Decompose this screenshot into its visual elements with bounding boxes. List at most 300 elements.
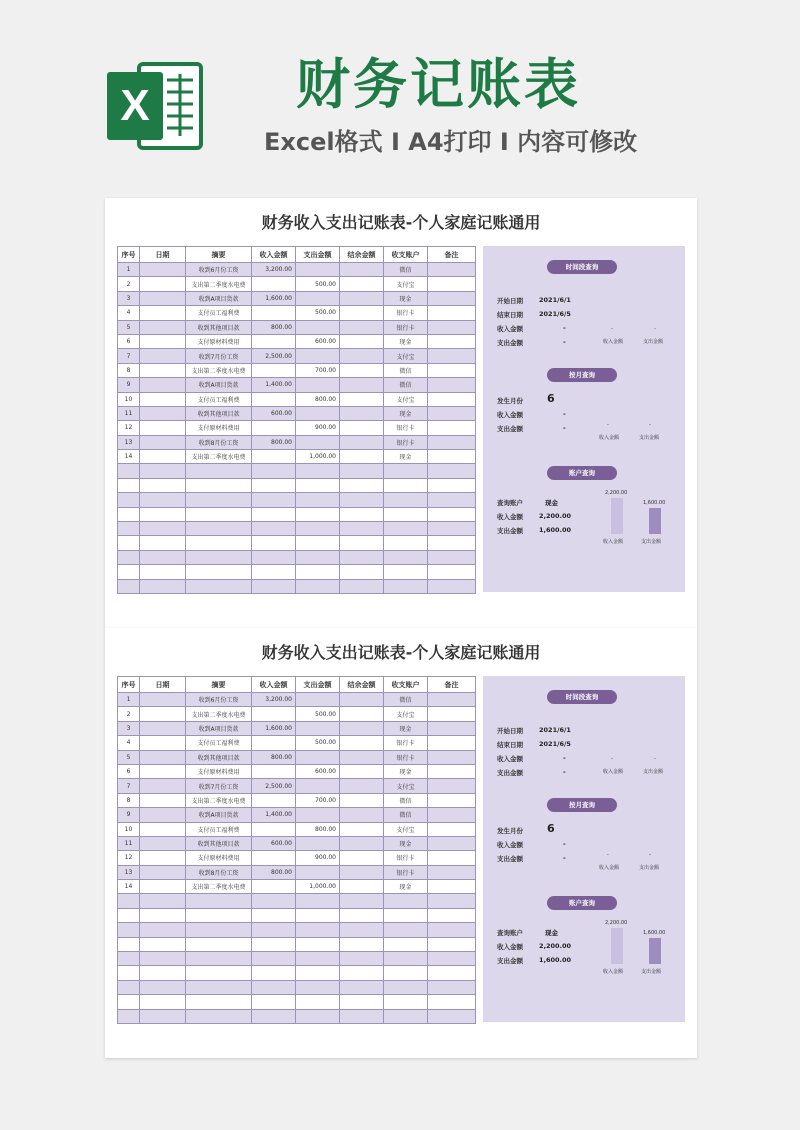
table-cell[interactable] [296, 522, 340, 536]
table-cell[interactable]: 600.00 [252, 406, 296, 420]
table-cell[interactable] [384, 1009, 428, 1023]
table-cell[interactable] [118, 980, 140, 994]
table-cell[interactable] [340, 836, 384, 850]
table-cell[interactable] [340, 493, 384, 507]
table-cell[interactable]: 现金 [384, 334, 428, 348]
table-cell[interactable]: 支付原材料费用 [186, 421, 252, 435]
table-cell[interactable] [296, 507, 340, 521]
table-cell[interactable]: 现金 [384, 291, 428, 305]
table-cell[interactable]: 6 [118, 764, 140, 778]
table-cell[interactable] [252, 1009, 296, 1023]
table-cell[interactable]: 银行卡 [384, 306, 428, 320]
table-cell[interactable] [186, 536, 252, 550]
table-cell[interactable]: 10 [118, 822, 140, 836]
table-cell[interactable]: 收到A项目货款 [186, 291, 252, 305]
table-cell[interactable]: 支付原材料费用 [186, 334, 252, 348]
table-cell[interactable] [296, 406, 340, 420]
table-cell[interactable]: 支付宝 [384, 349, 428, 363]
table-cell[interactable]: 支付宝 [384, 707, 428, 721]
table-cell[interactable] [252, 894, 296, 908]
table-cell[interactable] [140, 363, 186, 377]
table-cell[interactable] [428, 1009, 476, 1023]
table-cell[interactable] [296, 995, 340, 1009]
table-cell[interactable] [118, 966, 140, 980]
table-cell[interactable]: 5 [118, 320, 140, 334]
table-cell[interactable]: 600.00 [296, 764, 340, 778]
table-cell[interactable] [186, 478, 252, 492]
table-cell[interactable] [186, 507, 252, 521]
table-cell[interactable] [252, 908, 296, 922]
table-cell[interactable]: 3,200.00 [252, 263, 296, 277]
table-cell[interactable]: 1 [118, 693, 140, 707]
table-cell[interactable]: 收到其他项目款 [186, 406, 252, 420]
table-cell[interactable] [340, 435, 384, 449]
table-cell[interactable] [296, 536, 340, 550]
table-cell[interactable] [140, 908, 186, 922]
table-cell[interactable] [186, 952, 252, 966]
table-cell[interactable]: 银行卡 [384, 865, 428, 879]
table-cell[interactable]: 12 [118, 851, 140, 865]
table-cell[interactable] [118, 894, 140, 908]
table-cell[interactable] [140, 736, 186, 750]
table-cell[interactable] [340, 779, 384, 793]
table-cell[interactable] [340, 693, 384, 707]
table-cell[interactable]: 8 [118, 363, 140, 377]
table-cell[interactable] [296, 721, 340, 735]
table-cell[interactable] [428, 406, 476, 420]
table-cell[interactable] [428, 435, 476, 449]
table-cell[interactable]: 3 [118, 291, 140, 305]
table-cell[interactable] [428, 334, 476, 348]
table-cell[interactable]: 微信 [384, 793, 428, 807]
table-cell[interactable]: 11 [118, 406, 140, 420]
table-cell[interactable]: 银行卡 [384, 435, 428, 449]
table-cell[interactable]: 700.00 [296, 793, 340, 807]
table-cell[interactable] [140, 836, 186, 850]
table-cell[interactable] [252, 507, 296, 521]
table-cell[interactable] [118, 995, 140, 1009]
table-cell[interactable]: 14 [118, 880, 140, 894]
table-cell[interactable] [140, 550, 186, 564]
table-cell[interactable] [140, 421, 186, 435]
table-cell[interactable] [428, 923, 476, 937]
table-cell[interactable]: 支出第二季度水电费 [186, 277, 252, 291]
table-cell[interactable] [384, 923, 428, 937]
table-cell[interactable] [428, 851, 476, 865]
table-cell[interactable]: 支出第二季度水电费 [186, 707, 252, 721]
table-cell[interactable] [252, 277, 296, 291]
table-cell[interactable] [340, 507, 384, 521]
table-cell[interactable] [140, 764, 186, 778]
table-cell[interactable] [118, 952, 140, 966]
table-cell[interactable] [140, 966, 186, 980]
table-cell[interactable] [296, 693, 340, 707]
table-cell[interactable] [252, 536, 296, 550]
table-cell[interactable] [340, 995, 384, 1009]
table-cell[interactable] [340, 522, 384, 536]
table-cell[interactable] [118, 1009, 140, 1023]
table-cell[interactable] [296, 894, 340, 908]
table-cell[interactable] [296, 1009, 340, 1023]
table-cell[interactable] [428, 263, 476, 277]
table-cell[interactable]: 800.00 [252, 320, 296, 334]
table-cell[interactable]: 支付原材料费用 [186, 764, 252, 778]
table-cell[interactable]: 3 [118, 721, 140, 735]
table-cell[interactable]: 900.00 [296, 851, 340, 865]
table-cell[interactable] [252, 822, 296, 836]
table-cell[interactable] [384, 522, 428, 536]
table-cell[interactable]: 11 [118, 836, 140, 850]
table-cell[interactable]: 收到其他项目款 [186, 836, 252, 850]
table-cell[interactable] [340, 406, 384, 420]
table-cell[interactable] [384, 464, 428, 478]
table-cell[interactable] [252, 334, 296, 348]
table-cell[interactable] [252, 392, 296, 406]
table-cell[interactable] [140, 378, 186, 392]
table-cell[interactable] [340, 277, 384, 291]
table-cell[interactable]: 1 [118, 263, 140, 277]
table-cell[interactable] [252, 450, 296, 464]
table-cell[interactable] [428, 880, 476, 894]
table-cell[interactable]: 2,500.00 [252, 349, 296, 363]
table-cell[interactable]: 支出第二季度水电费 [186, 450, 252, 464]
table-cell[interactable] [428, 378, 476, 392]
table-cell[interactable] [428, 995, 476, 1009]
table-cell[interactable] [340, 320, 384, 334]
table-cell[interactable] [252, 493, 296, 507]
table-cell[interactable] [296, 937, 340, 951]
table-cell[interactable] [428, 764, 476, 778]
table-cell[interactable] [428, 450, 476, 464]
table-cell[interactable] [140, 952, 186, 966]
table-cell[interactable] [340, 736, 384, 750]
table-cell[interactable]: 支付员工福利费 [186, 306, 252, 320]
table-cell[interactable] [252, 923, 296, 937]
table-cell[interactable]: 2 [118, 277, 140, 291]
table-cell[interactable] [340, 793, 384, 807]
table-cell[interactable] [428, 966, 476, 980]
table-cell[interactable]: 支付员工福利费 [186, 822, 252, 836]
table-cell[interactable]: 9 [118, 378, 140, 392]
table-cell[interactable]: 800.00 [296, 822, 340, 836]
table-cell[interactable]: 800.00 [296, 392, 340, 406]
table-cell[interactable] [340, 808, 384, 822]
table-cell[interactable] [428, 937, 476, 951]
table-cell[interactable] [296, 579, 340, 593]
table-cell[interactable]: 银行卡 [384, 736, 428, 750]
table-cell[interactable] [140, 707, 186, 721]
table-cell[interactable] [384, 995, 428, 1009]
table-cell[interactable]: 7 [118, 779, 140, 793]
table-cell[interactable] [428, 363, 476, 377]
table-cell[interactable] [428, 793, 476, 807]
table-cell[interactable]: 收到7月份工资 [186, 779, 252, 793]
table-cell[interactable] [186, 923, 252, 937]
table-cell[interactable]: 2 [118, 707, 140, 721]
table-cell[interactable]: 收到8月份工资 [186, 435, 252, 449]
table-cell[interactable]: 14 [118, 450, 140, 464]
table-cell[interactable]: 微信 [384, 808, 428, 822]
table-cell[interactable] [252, 980, 296, 994]
table-cell[interactable] [140, 320, 186, 334]
table-cell[interactable] [252, 579, 296, 593]
table-cell[interactable] [340, 822, 384, 836]
table-cell[interactable] [384, 536, 428, 550]
table-cell[interactable] [296, 493, 340, 507]
table-cell[interactable] [140, 779, 186, 793]
table-cell[interactable] [428, 349, 476, 363]
table-cell[interactable] [140, 894, 186, 908]
table-cell[interactable] [296, 291, 340, 305]
table-cell[interactable] [340, 478, 384, 492]
table-cell[interactable]: 现金 [384, 880, 428, 894]
table-cell[interactable] [252, 793, 296, 807]
table-cell[interactable] [428, 808, 476, 822]
table-cell[interactable] [428, 952, 476, 966]
table-cell[interactable] [140, 822, 186, 836]
table-cell[interactable] [384, 980, 428, 994]
table-cell[interactable]: 银行卡 [384, 421, 428, 435]
table-cell[interactable]: 支出第二季度水电费 [186, 880, 252, 894]
table-cell[interactable] [428, 522, 476, 536]
table-cell[interactable] [296, 378, 340, 392]
table-cell[interactable]: 4 [118, 736, 140, 750]
table-cell[interactable] [340, 707, 384, 721]
table-cell[interactable] [384, 550, 428, 564]
table-cell[interactable] [252, 952, 296, 966]
table-cell[interactable] [296, 908, 340, 922]
table-cell[interactable] [140, 291, 186, 305]
table-cell[interactable] [118, 937, 140, 951]
table-cell[interactable]: 支付员工福利费 [186, 392, 252, 406]
table-cell[interactable]: 支付员工福利费 [186, 736, 252, 750]
table-cell[interactable] [186, 894, 252, 908]
table-cell[interactable] [252, 522, 296, 536]
table-cell[interactable] [340, 334, 384, 348]
table-cell[interactable]: 13 [118, 435, 140, 449]
table-cell[interactable] [384, 579, 428, 593]
table-cell[interactable]: 13 [118, 865, 140, 879]
table-cell[interactable] [118, 507, 140, 521]
table-cell[interactable] [296, 966, 340, 980]
table-cell[interactable] [340, 378, 384, 392]
table-cell[interactable] [340, 764, 384, 778]
table-cell[interactable] [140, 464, 186, 478]
table-cell[interactable] [140, 937, 186, 951]
table-cell[interactable] [428, 421, 476, 435]
table-cell[interactable]: 收到A项目货款 [186, 808, 252, 822]
table-cell[interactable] [296, 550, 340, 564]
table-cell[interactable] [340, 450, 384, 464]
table-cell[interactable] [428, 865, 476, 879]
table-cell[interactable] [296, 464, 340, 478]
table-cell[interactable] [140, 851, 186, 865]
table-cell[interactable] [428, 908, 476, 922]
table-cell[interactable] [252, 550, 296, 564]
table-cell[interactable] [118, 908, 140, 922]
table-cell[interactable] [252, 851, 296, 865]
table-cell[interactable] [384, 507, 428, 521]
table-cell[interactable] [252, 736, 296, 750]
table-cell[interactable] [428, 750, 476, 764]
table-cell[interactable] [340, 966, 384, 980]
table-cell[interactable]: 微信 [384, 693, 428, 707]
table-cell[interactable] [340, 363, 384, 377]
table-cell[interactable] [252, 995, 296, 1009]
table-cell[interactable] [428, 507, 476, 521]
table-cell[interactable] [340, 952, 384, 966]
table-cell[interactable] [296, 980, 340, 994]
table-cell[interactable] [428, 320, 476, 334]
table-cell[interactable] [340, 750, 384, 764]
table-cell[interactable]: 支出第二季度水电费 [186, 793, 252, 807]
table-cell[interactable] [186, 579, 252, 593]
table-cell[interactable] [140, 349, 186, 363]
table-cell[interactable]: 800.00 [252, 750, 296, 764]
table-cell[interactable] [428, 306, 476, 320]
table-cell[interactable] [428, 565, 476, 579]
table-cell[interactable] [140, 493, 186, 507]
table-cell[interactable]: 500.00 [296, 277, 340, 291]
table-cell[interactable]: 1,600.00 [252, 291, 296, 305]
table-cell[interactable] [384, 952, 428, 966]
table-cell[interactable] [252, 707, 296, 721]
table-cell[interactable] [384, 966, 428, 980]
table-cell[interactable] [296, 320, 340, 334]
table-cell[interactable] [428, 779, 476, 793]
table-cell[interactable]: 7 [118, 349, 140, 363]
table-cell[interactable] [428, 894, 476, 908]
table-cell[interactable]: 1,000.00 [296, 450, 340, 464]
table-cell[interactable] [140, 750, 186, 764]
table-cell[interactable]: 收到7月份工资 [186, 349, 252, 363]
table-cell[interactable] [340, 894, 384, 908]
table-cell[interactable]: 2,500.00 [252, 779, 296, 793]
table-cell[interactable]: 现金 [384, 406, 428, 420]
table-cell[interactable] [140, 579, 186, 593]
table-cell[interactable]: 收到A项目货款 [186, 721, 252, 735]
table-cell[interactable] [140, 980, 186, 994]
table-cell[interactable] [428, 392, 476, 406]
table-cell[interactable] [252, 306, 296, 320]
table-cell[interactable] [140, 406, 186, 420]
table-cell[interactable] [140, 880, 186, 894]
table-cell[interactable] [428, 464, 476, 478]
table-cell[interactable]: 5 [118, 750, 140, 764]
table-cell[interactable] [140, 721, 186, 735]
table-cell[interactable] [428, 291, 476, 305]
table-cell[interactable] [118, 493, 140, 507]
table-cell[interactable]: 收到8月份工资 [186, 865, 252, 879]
table-cell[interactable]: 500.00 [296, 306, 340, 320]
table-cell[interactable] [340, 464, 384, 478]
table-cell[interactable] [340, 1009, 384, 1023]
table-cell[interactable] [252, 937, 296, 951]
table-cell[interactable]: 12 [118, 421, 140, 435]
table-cell[interactable]: 微信 [384, 263, 428, 277]
table-cell[interactable]: 3,200.00 [252, 693, 296, 707]
table-cell[interactable]: 收到6月份工资 [186, 693, 252, 707]
table-cell[interactable] [140, 693, 186, 707]
table-cell[interactable]: 收到A项目货款 [186, 378, 252, 392]
table-cell[interactable] [140, 808, 186, 822]
table-cell[interactable]: 银行卡 [384, 750, 428, 764]
table-cell[interactable] [428, 707, 476, 721]
table-cell[interactable] [252, 880, 296, 894]
table-cell[interactable] [384, 894, 428, 908]
table-cell[interactable] [118, 478, 140, 492]
table-cell[interactable] [428, 836, 476, 850]
table-cell[interactable]: 9 [118, 808, 140, 822]
table-cell[interactable] [428, 579, 476, 593]
table-cell[interactable] [252, 478, 296, 492]
table-cell[interactable]: 6 [118, 334, 140, 348]
table-cell[interactable] [340, 937, 384, 951]
table-cell[interactable] [296, 808, 340, 822]
table-cell[interactable] [186, 937, 252, 951]
table-cell[interactable] [340, 263, 384, 277]
table-cell[interactable] [340, 291, 384, 305]
table-cell[interactable] [140, 277, 186, 291]
table-cell[interactable] [340, 865, 384, 879]
table-cell[interactable] [140, 923, 186, 937]
table-cell[interactable] [384, 493, 428, 507]
table-cell[interactable] [140, 865, 186, 879]
table-cell[interactable] [340, 721, 384, 735]
table-cell[interactable] [428, 736, 476, 750]
table-cell[interactable] [428, 693, 476, 707]
table-cell[interactable]: 700.00 [296, 363, 340, 377]
table-cell[interactable] [340, 306, 384, 320]
table-cell[interactable] [296, 952, 340, 966]
table-cell[interactable] [428, 478, 476, 492]
table-cell[interactable] [340, 851, 384, 865]
table-cell[interactable] [428, 980, 476, 994]
table-cell[interactable] [384, 908, 428, 922]
table-cell[interactable] [186, 550, 252, 564]
table-cell[interactable]: 微信 [384, 378, 428, 392]
table-cell[interactable] [296, 779, 340, 793]
table-cell[interactable]: 现金 [384, 721, 428, 735]
table-cell[interactable] [340, 349, 384, 363]
table-cell[interactable] [340, 923, 384, 937]
table-cell[interactable] [252, 764, 296, 778]
table-cell[interactable] [186, 522, 252, 536]
table-cell[interactable]: 1,400.00 [252, 808, 296, 822]
table-cell[interactable]: 微信 [384, 363, 428, 377]
table-cell[interactable] [384, 937, 428, 951]
table-cell[interactable]: 收到其他项目款 [186, 320, 252, 334]
table-cell[interactable] [140, 334, 186, 348]
table-cell[interactable]: 收到6月份工资 [186, 263, 252, 277]
table-cell[interactable]: 支付宝 [384, 392, 428, 406]
table-cell[interactable] [140, 565, 186, 579]
table-cell[interactable]: 500.00 [296, 736, 340, 750]
table-cell[interactable] [186, 980, 252, 994]
table-cell[interactable] [186, 908, 252, 922]
table-cell[interactable] [140, 995, 186, 1009]
table-cell[interactable] [140, 263, 186, 277]
table-cell[interactable] [118, 536, 140, 550]
table-cell[interactable] [428, 550, 476, 564]
table-cell[interactable] [140, 478, 186, 492]
table-cell[interactable] [252, 966, 296, 980]
table-cell[interactable] [118, 579, 140, 593]
table-cell[interactable]: 4 [118, 306, 140, 320]
table-cell[interactable]: 现金 [384, 764, 428, 778]
table-cell[interactable] [186, 464, 252, 478]
table-cell[interactable] [296, 435, 340, 449]
